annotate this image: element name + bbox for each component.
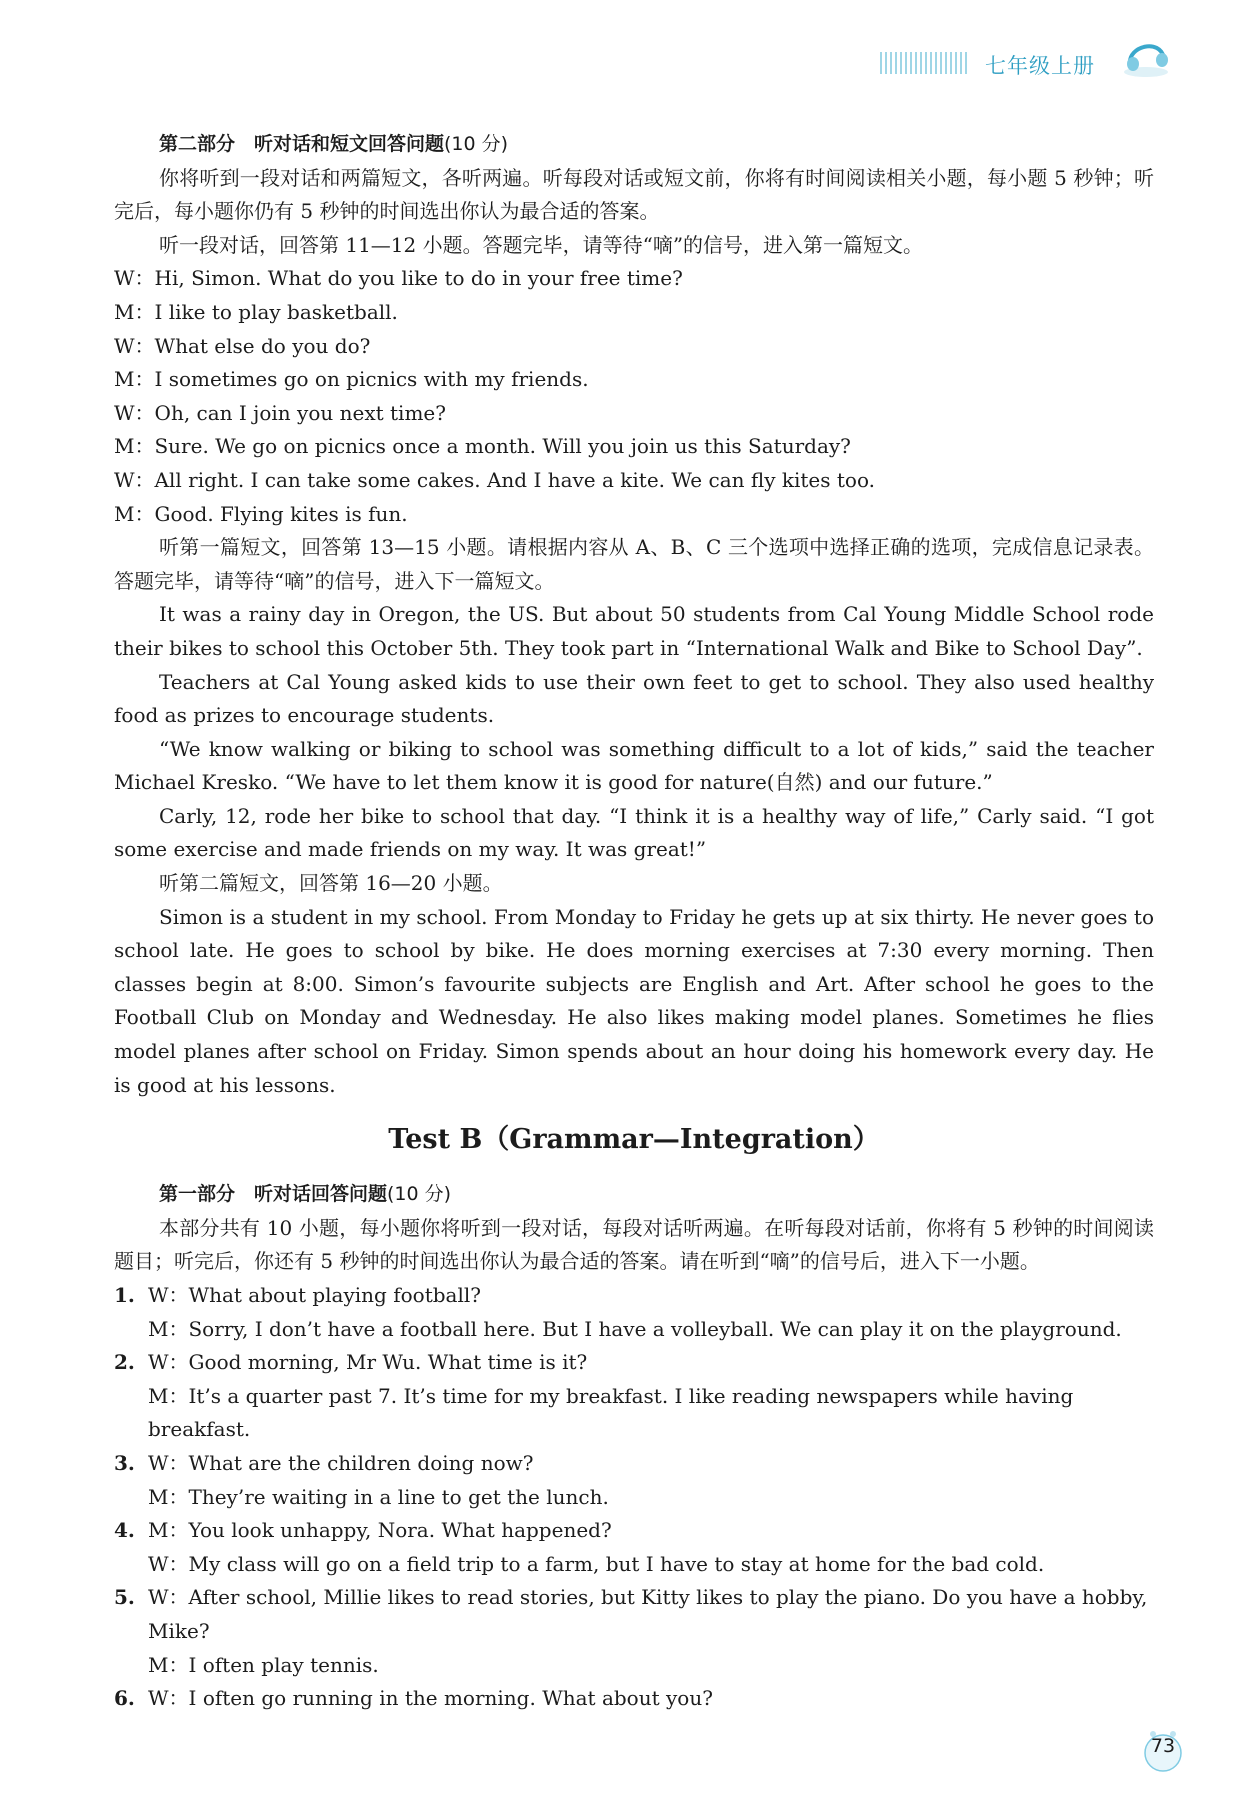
question-line: W：What are the children doing now? — [148, 1450, 534, 1475]
passage2-instruction: 听第二篇短文，回答第 16—20 小题。 — [159, 871, 503, 896]
dialogue-line: W：What else do you do? — [114, 333, 371, 358]
question-item: 6. W：I often go running in the morning. What about you? — [114, 1682, 1154, 1716]
question-line: M：It’s a quarter past 7. It’s time for my breakfast. I like reading newspapers while having breakfast. — [148, 1383, 1074, 1442]
passage1-paragraph: It was a rainy day in Oregon, the US. But about 50 students from Cal Young Middle School rode their bikes to school this October 5th. They took part in “International Walk and Bike to School Day”. — [114, 602, 1154, 660]
dialogue-line: M：Good. Flying kites is fun. — [114, 501, 408, 526]
question-line: W：After school, Millie likes to read stories, but Kitty likes to play the piano. Do you have a hobby, Mike? — [148, 1585, 1148, 1643]
dialogue-line: W：Hi, Simon. What do you like to do in your free time? — [114, 266, 683, 291]
section-heading: 第二部分 听对话和短文回答问题(10 分) — [159, 133, 509, 155]
question-item: 5. W：After school, Millie likes to read stories, but Kitty likes to play the piano. Do you have a hobby, Mike? M：I often play tennis. — [114, 1581, 1154, 1682]
question-item: 4. M：You look unhappy, Nora. What happened? W：My class will go on a field trip to a farm, but I have to stay at home for the bad cold. — [114, 1514, 1154, 1581]
dialogue-line: W：Oh, can I join you next time? — [114, 400, 446, 425]
part2-intro: 你将听到一段对话和两篇短文，各听两遍。听每段对话或短文前，你将有时间阅读相关小题，每小题 5 秒钟；听完后，每小题你仍有 5 秒钟的时间选出你认为最合适的答案。 — [114, 165, 1154, 224]
question-item: 2. W：Good morning, Mr Wu. What time is it? M：It’s a quarter past 7. It’s time for my breakfast. I like reading newspapers while having breakfast. — [114, 1346, 1154, 1447]
dialogue-line: M：Sure. We go on picnics once a month. Will you join us this Saturday? — [114, 434, 851, 459]
question-line: M：I often play tennis. — [148, 1652, 379, 1677]
passage2-paragraph: Simon is a student in my school. From Monday to Friday he gets up at six thirty. He never goes to school late. He goes to school by bike. He does morning exercises at 7:30 every morning. Then classes begin at 8:00. Simon’s favourite subjects are English and Art. After school he goes to the Football Club on Monday and Wednesday. He also likes making model planes. Sometimes he flies model planes after school on Friday. Simon spends about an hour doing his homework every day. He is good at his lessons. — [114, 904, 1154, 1097]
question-line: W：What about playing football? — [148, 1283, 481, 1307]
question-line: M：They’re waiting in a line to get the lunch. — [148, 1484, 609, 1509]
section-heading: 第一部分 听对话回答问题(10 分) — [159, 1183, 452, 1206]
question-line: W：My class will go on a field trip to a farm, but I have to stay at home for the bad cold. — [148, 1551, 1045, 1576]
question-line: M：You look unhappy, Nora. What happened? — [148, 1518, 612, 1543]
question-line: W：I often go running in the morning. What about you? — [148, 1686, 713, 1711]
test-title: Test B（Grammar—Integration） — [388, 1124, 880, 1156]
passage1-instruction: 听第一篇短文，回答第 13—15 小题。请根据内容从 A、B、C 三个选项中选择正确的选项，完成信息记录表。答题完毕，请等待“嘀”的信号，进入下一篇短文。 — [114, 535, 1154, 593]
dialogue-line: M：I sometimes go on picnics with my friends. — [114, 367, 589, 392]
headphones-icon — [1120, 34, 1172, 80]
dialogue-line: W：All right. I can take some cakes. And I have a kite. We can fly kites too. — [114, 467, 875, 492]
header-decor-bar — [880, 52, 970, 74]
passage1-paragraph: Teachers at Cal Young asked kids to use their own feet to get to school. They also used healthy food as prizes to encourage students. — [114, 669, 1154, 728]
question-line: W：Good morning, Mr Wu. What time is it? — [148, 1350, 588, 1375]
header-title: 七年级上册 — [985, 54, 1095, 78]
passage1-paragraph: “We know walking or biking to school was something difficult to a lot of kids,” said the teacher Michael Kresko. “We have to let them know it is good for nature(自然) and our future.” — [114, 736, 1154, 795]
question-line: M：Sorry, I don’t have a football here. But I have a volleyball. We can play it on the playground. — [148, 1316, 1122, 1341]
page-number: 73 — [1135, 1725, 1191, 1775]
part1-intro: 本部分共有 10 小题，每小题你将听到一段对话，每段对话听两遍。在听每段对话前，你将有 5 秒钟的时间阅读题目；听完后，你还有 5 秒钟的时间选出你认为最合适的答案。请在听到“嘀”的信号后，进入下一小题。 — [114, 1215, 1154, 1274]
passage1-paragraph: Carly, 12, rode her bike to school that day. “I think it is a healthy way of life,” Carly said. “I got some exercise and made friends on my way. It was great!” — [114, 803, 1154, 862]
dialogue-line: M：I like to play basketball. — [114, 299, 398, 324]
page-content — [114, 128, 1154, 1716]
question-item: 3. W：What are the children doing now? M：They’re waiting in a line to get the lunch. — [114, 1447, 1154, 1514]
question-item: 1. W：What about playing football? M：Sorry, I don’t have a football here. But I have a volleyball. We can play it on the playground. — [114, 1279, 1154, 1346]
dialogue-instruction: 听一段对话，回答第 11—12 小题。答题完毕，请等待“嘀”的信号，进入第一篇短文。 — [159, 232, 924, 257]
